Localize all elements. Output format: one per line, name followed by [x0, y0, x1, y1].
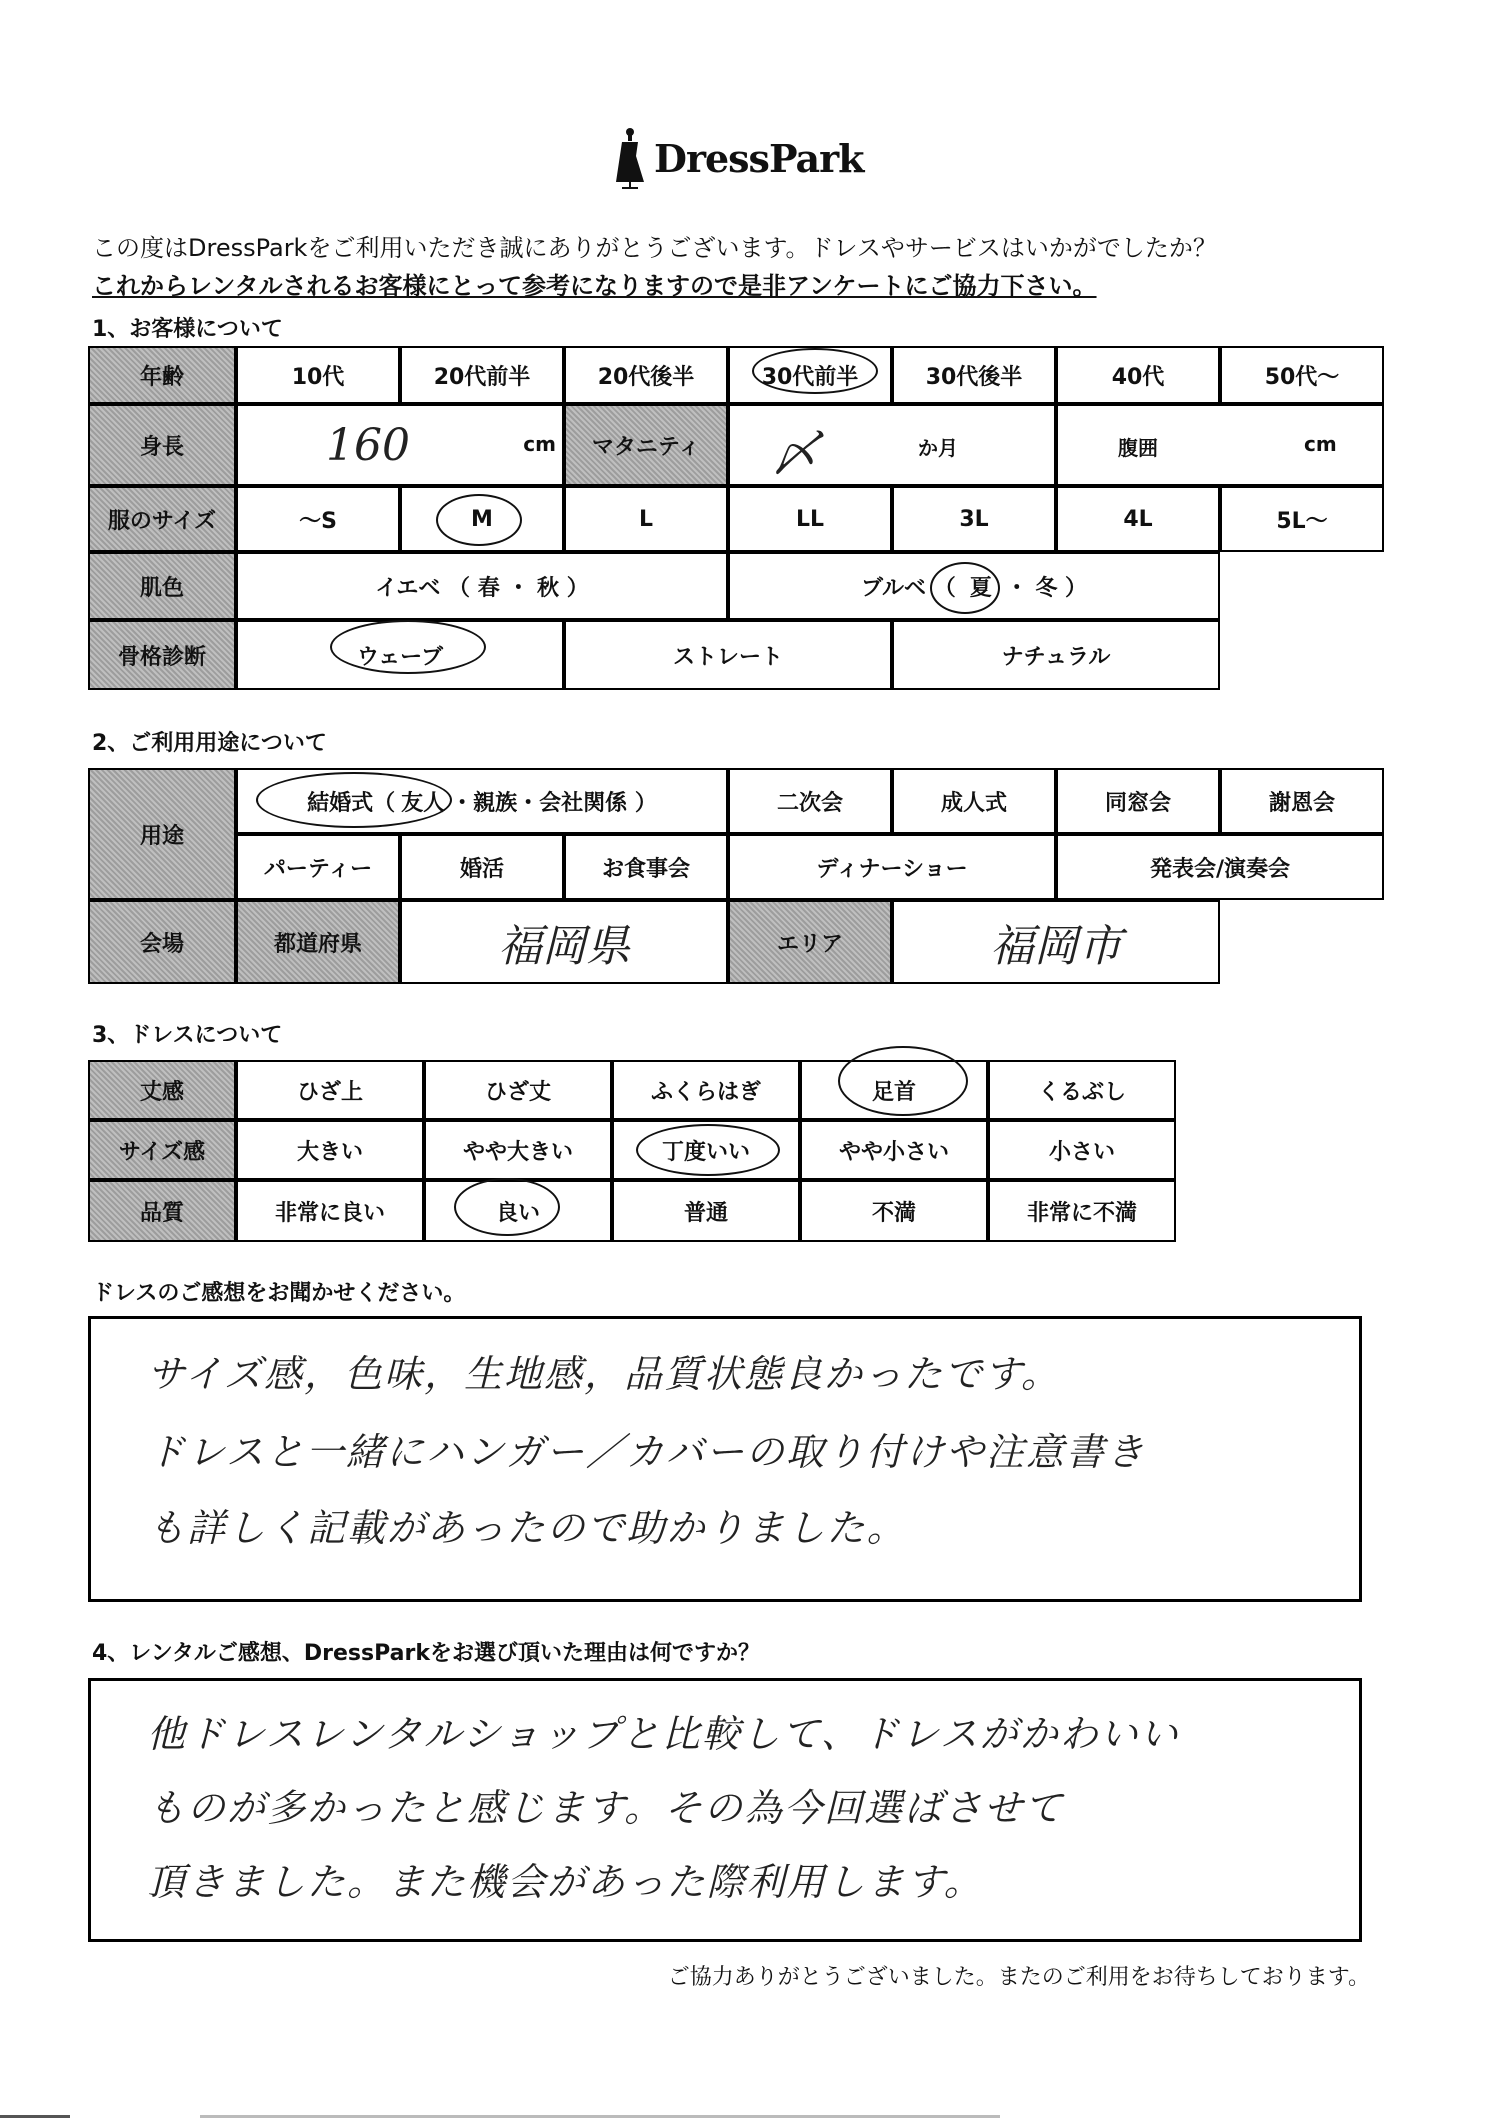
venue-label: 会場 — [88, 900, 236, 984]
purpose-option[interactable]: ディナーショー — [728, 834, 1056, 900]
size-option[interactable]: LL — [728, 486, 892, 552]
age-option[interactable]: 40代 — [1056, 346, 1220, 404]
dresspark-logo — [610, 126, 864, 190]
reason-line: 頂きました。また機会があった際利用します。 — [147, 1860, 984, 1904]
area-label: エリア — [728, 900, 892, 984]
height-label: 身長 — [88, 404, 236, 486]
purpose-option[interactable]: 謝恩会 — [1220, 768, 1384, 834]
height-field[interactable] — [236, 404, 564, 486]
reason-line: 他ドレスレンタルショップと比較して、ドレスがかわいい — [147, 1712, 1180, 1756]
comments-line: も詳しく記載があったので助かりました。 — [147, 1506, 907, 1550]
scan-edge-line — [0, 2115, 1500, 2118]
intro-line-1: この度はDressParkをご利用いただき誠にありがとうございます。ドレスやサービスはいかがでしたか？ — [92, 234, 1217, 262]
size-option[interactable]: L — [564, 486, 728, 552]
length-option[interactable]: 足首 — [800, 1060, 988, 1120]
purpose-option[interactable]: 二次会 — [728, 768, 892, 834]
age-selected-circle — [752, 348, 878, 394]
length-option[interactable]: ふくらはぎ — [612, 1060, 800, 1120]
reason-line: ものが多かったと感じます。その為今回選ばさせて — [147, 1786, 1064, 1830]
age-label: 年齢 — [88, 346, 236, 404]
purpose-label: 用途 — [88, 768, 236, 900]
skin-blue-summer: 夏 — [969, 575, 992, 601]
wedding-prefix: 結婚式（ — [307, 790, 396, 816]
length-option[interactable]: ひざ上 — [236, 1060, 424, 1120]
frame-option[interactable]: ナチュラル — [892, 620, 1220, 690]
prefecture-value: 福岡県 — [498, 921, 630, 972]
comments-label: ドレスのご感想をお聞かせください。 — [92, 1281, 466, 1306]
quality-selected-circle — [454, 1178, 560, 1236]
brand-name: DressPark — [654, 136, 864, 181]
area-value: 福岡市 — [990, 921, 1122, 972]
section-4-title: 4、レンタルご感想、DressParkをお選び頂いた理由は何ですか？ — [92, 1641, 760, 1666]
quality-option[interactable]: 非常に不満 — [988, 1180, 1176, 1242]
prefecture-field[interactable] — [400, 900, 728, 984]
purpose-selected-circle — [256, 772, 452, 828]
purpose-option[interactable]: 発表会/演奏会 — [1056, 834, 1384, 900]
fit-option[interactable]: やや小さい — [800, 1120, 988, 1180]
maternity-value: 〆 — [770, 425, 820, 483]
purpose-option[interactable]: パーティー — [236, 834, 400, 900]
length-option[interactable]: ひざ丈 — [424, 1060, 612, 1120]
dress-mannequin-icon — [610, 126, 650, 190]
quality-option[interactable]: 良い — [424, 1180, 612, 1242]
comments-line: サイズ感，色味，生地感，品質状態良かったです。 — [147, 1352, 1061, 1396]
fit-option[interactable]: やや大きい — [424, 1120, 612, 1180]
maternity-unit: か月 — [918, 436, 958, 460]
prefecture-label: 都道府県 — [236, 900, 400, 984]
length-selected-circle — [838, 1046, 968, 1116]
fit-label: サイズ感 — [88, 1120, 236, 1180]
frame-selected-circle — [330, 620, 486, 674]
comments-line: ドレスと一緒にハンガー／カバーの取り付けや注意書き — [147, 1430, 1146, 1474]
quality-label: 品質 — [88, 1180, 236, 1242]
size-option[interactable]: 5L～ — [1220, 486, 1384, 552]
fit-option[interactable]: 大きい — [236, 1120, 424, 1180]
size-selected-circle — [436, 494, 522, 546]
age-option[interactable]: 10代 — [236, 346, 400, 404]
fit-option[interactable]: 小さい — [988, 1120, 1176, 1180]
comments-box[interactable] — [88, 1316, 1362, 1602]
maternity-field[interactable] — [728, 404, 1056, 486]
purpose-option[interactable]: 婚活 — [400, 834, 564, 900]
age-option[interactable]: 30代前半 — [728, 346, 892, 404]
size-label: 服のサイズ — [88, 486, 236, 552]
size-option[interactable]: M — [400, 486, 564, 552]
skin-selected-circle — [930, 562, 1000, 614]
skin-yellow-option[interactable]: イエベ （ 春 ・ 秋 ） — [236, 552, 728, 620]
purpose-option[interactable]: 同窓会 — [1056, 768, 1220, 834]
waist-unit: cm — [1304, 432, 1337, 456]
age-option[interactable]: 30代後半 — [892, 346, 1056, 404]
skin-blue-prefix: ブルベ （ — [860, 575, 956, 601]
purpose-option[interactable]: お食事会 — [564, 834, 728, 900]
quality-option[interactable]: 不満 — [800, 1180, 988, 1242]
purpose-option[interactable]: 成人式 — [892, 768, 1056, 834]
age-option[interactable]: 50代～ — [1220, 346, 1384, 404]
skin-label: 肌色 — [88, 552, 236, 620]
size-option[interactable]: ～S — [236, 486, 400, 552]
footer-thanks: ご協力ありがとうございました。またのご利用をお待ちしております。 — [667, 1965, 1370, 1990]
skin-blue-suffix: ・ 冬 ） — [1005, 575, 1088, 601]
length-option[interactable]: くるぶし — [988, 1060, 1176, 1120]
size-option[interactable]: 3L — [892, 486, 1056, 552]
length-label: 丈感 — [88, 1060, 236, 1120]
fit-selected-circle — [636, 1124, 780, 1176]
fit-option[interactable]: 丁度いい — [612, 1120, 800, 1180]
height-unit: cm — [523, 432, 556, 456]
section-1-title: 1、お客様について — [92, 317, 283, 342]
age-option[interactable]: 20代前半 — [400, 346, 564, 404]
frame-label: 骨格診断 — [88, 620, 236, 690]
quality-option[interactable]: 普通 — [612, 1180, 800, 1242]
reason-box[interactable] — [88, 1678, 1362, 1942]
section-2-title: 2、ご利用用途について — [92, 731, 327, 756]
frame-option[interactable]: ウェーブ — [236, 620, 564, 690]
waist-field[interactable] — [1056, 404, 1384, 486]
waist-label: 腹囲 — [1118, 436, 1158, 460]
intro-line-2: これからレンタルされるお客様にとって参考になりますので是非アンケートにご協力下さい。 — [92, 272, 1097, 300]
size-option[interactable]: 4L — [1056, 486, 1220, 552]
height-value: 160 — [326, 420, 410, 471]
area-field[interactable] — [892, 900, 1220, 984]
wedding-suffix: ・親族・会社関係 ） — [451, 790, 657, 816]
section-3-title: 3、ドレスについて — [92, 1023, 283, 1048]
maternity-label: マタニティ — [564, 404, 728, 486]
quality-option[interactable]: 非常に良い — [236, 1180, 424, 1242]
frame-option[interactable]: ストレート — [564, 620, 892, 690]
age-option[interactable]: 20代後半 — [564, 346, 728, 404]
wedding-friend: 友人 — [401, 790, 446, 816]
